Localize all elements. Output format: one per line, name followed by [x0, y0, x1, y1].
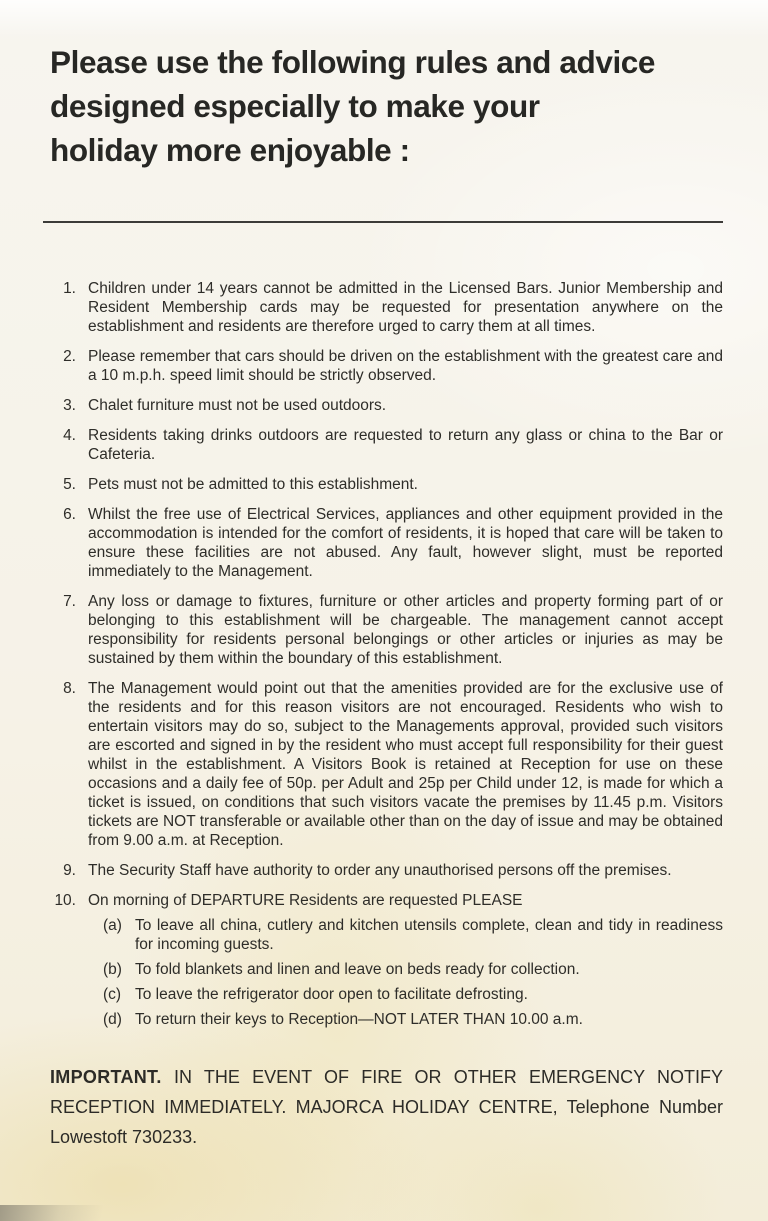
page-title-line-2: designed especially to make your: [50, 88, 540, 124]
rule-number: 8.: [63, 680, 76, 697]
rule-number: 9.: [63, 862, 76, 879]
page-title: [50, 40, 723, 172]
rule-text: Chalet furniture must not be used outdoors.: [88, 397, 387, 414]
sub-rule-label: (b): [103, 961, 122, 978]
rule-number: 5.: [63, 476, 76, 493]
divider-rule: [43, 221, 723, 223]
rule-number: 2.: [63, 348, 76, 365]
rule-item-2: [50, 347, 723, 385]
sub-rule-item-c: [88, 985, 723, 1004]
rule-item-6: [50, 505, 723, 581]
rule-text: On morning of DEPARTURE Residents are requested PLEASE: [88, 892, 523, 909]
page-title-line-3: holiday more enjoyable :: [50, 132, 410, 168]
sub-rule-item-b: [88, 960, 723, 979]
rule-item-3: [50, 396, 723, 415]
rule-item-4: [50, 426, 723, 464]
sub-rule-text: To leave all china, cutlery and kitchen utensils complete, clean and tidy in readiness for incoming guests.: [135, 917, 723, 953]
sub-rule-label: (c): [103, 986, 122, 1003]
rule-number: 3.: [63, 397, 76, 414]
rule-text: The Security Staff have authority to order any unauthorised persons off the premises.: [88, 862, 672, 879]
rule-text: Any loss or damage to fixtures, furniture or other articles and property forming part of or belonging to this establishment will be chargeable. The management cannot accept responsibility for residents personal belongings or other articles or injuries as may be sustained by them within the boundary of this establishment.: [88, 593, 723, 667]
sub-rule-text: To fold blankets and linen and leave on beds ready for collection.: [135, 961, 580, 978]
rule-text: Whilst the free use of Electrical Services, appliances and other equipment provided in the accommodation is intended for the comfort of residents, it is hoped that care will be taken to ensure these facilities are not abused. Any fault, however slight, must be reported immediately to the Management.: [88, 506, 723, 580]
footer-notice: [50, 1062, 723, 1152]
rule-text: Please remember that cars should be driven on the establishment with the greatest care and a 10 m.p.h. speed limit should be strictly observed.: [88, 348, 723, 384]
rule-text: Children under 14 years cannot be admitted in the Licensed Bars. Junior Membership and Resident Membership cards may be requested for presentation anywhere on the establishment and residents are therefore urged to carry them at all times.: [88, 280, 723, 335]
page-title-line-1: Please use the following rules and advice: [50, 44, 656, 80]
sub-rule-item-d: [88, 1010, 723, 1029]
footer-important-label: IMPORTANT.: [50, 1067, 162, 1087]
rule-item-8: [50, 679, 723, 850]
rule-number: 6.: [63, 506, 76, 523]
sub-rule-text: To return their keys to Reception—NOT LATER THAN 10.00 a.m.: [135, 1011, 583, 1028]
rule-text: Pets must not be admitted to this establishment.: [88, 476, 418, 493]
sub-rule-text: To leave the refrigerator door open to facilitate defrosting.: [135, 986, 528, 1003]
rule-item-7: [50, 592, 723, 668]
rules-list: [50, 279, 723, 1035]
rule-number: 1.: [63, 280, 76, 297]
rule-text: Residents taking drinks outdoors are requested to return any glass or china to the Bar or Cafeteria.: [88, 427, 723, 463]
rule-item-1: [50, 279, 723, 336]
sub-rule-label: (a): [103, 917, 122, 934]
rule-item-5: [50, 475, 723, 494]
sub-rule-label: (d): [103, 1011, 122, 1028]
rule-number: 10.: [54, 892, 76, 909]
departure-sub-rules: [88, 916, 723, 1029]
rule-item-9: [50, 861, 723, 880]
rule-number: 4.: [63, 427, 76, 444]
rule-text: The Management would point out that the amenities provided are for the exclusive use of the residents and for this reason visitors are not encouraged. Residents who wish to entertain visitors may do so, subject to the Managements approval, provided such visitors are escorted and signed in by the resident who must accept full responsibility for their guest whilst in the establishment. A Visitors Book is retained at Reception for use on these occasions and a daily fee of 50p. per Adult and 25p per Child under 12, is made for which a ticket is issued, on conditions that such visitors vacate the premises by 11.45 p.m. Visitors tickets are NOT transferable or available other than on the day of issue and may be obtained from 9.00 a.m. at Reception.: [88, 680, 723, 849]
footer-text: IN THE EVENT OF FIRE OR OTHER EMERGENCY NOTIFY RECEPTION IMMEDIATELY. MAJORCA HOLIDAY CENTRE, Telephone Number Lowestoft 730233.: [50, 1067, 723, 1147]
sub-rule-item-a: [88, 916, 723, 954]
rule-number: 7.: [63, 593, 76, 610]
rule-item-10: [50, 891, 723, 1035]
